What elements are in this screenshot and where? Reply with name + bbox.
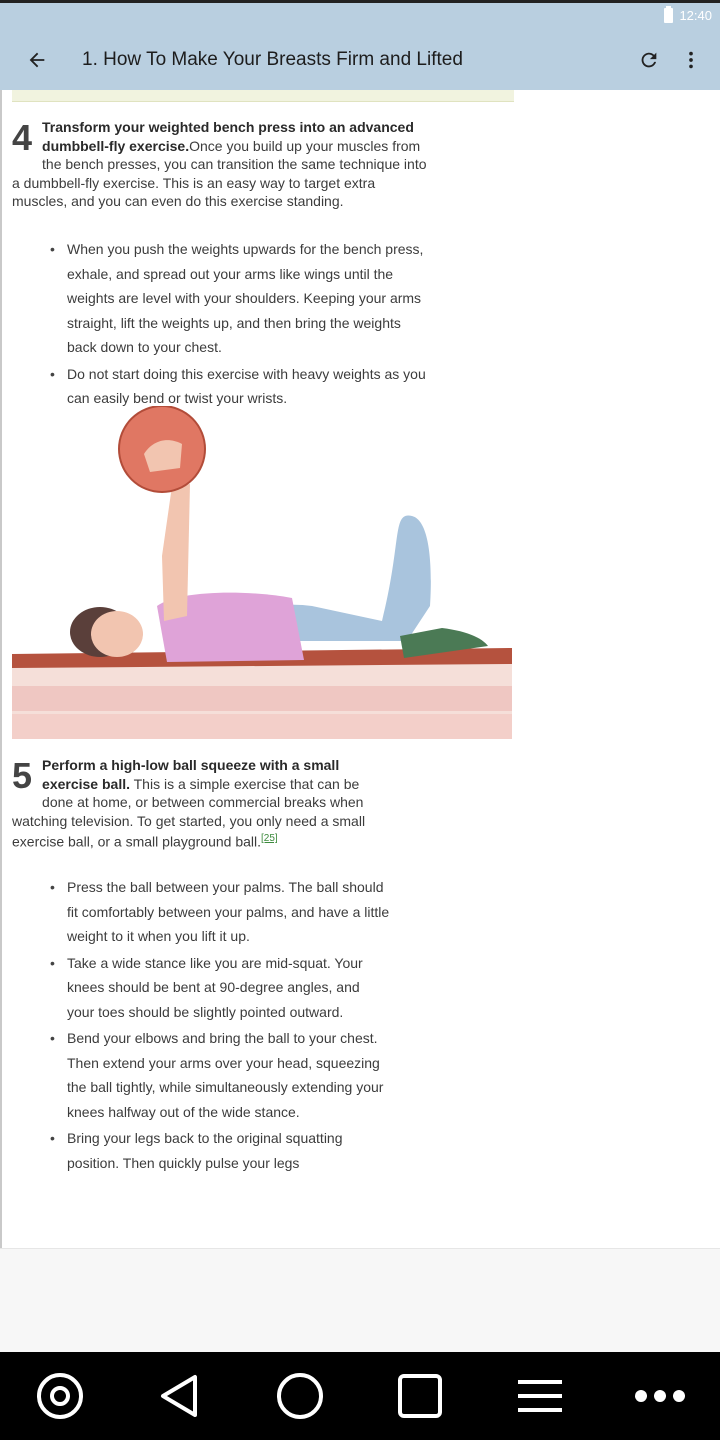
square-recents-icon [395,1371,445,1421]
previous-illustration [12,90,514,102]
overflow-menu-button[interactable] [670,30,712,90]
step-number: 4 [12,117,33,158]
list-item: • Press the ball between your palms. The ball should fit comfortably between your palms, and have a little weight to it when you lift it up. [50,875,390,949]
nav-back-button[interactable] [140,1352,220,1440]
list-item: • Do not start doing this exercise with heavy weights as you can easily bend or twist your wrists. [50,362,434,411]
step-title: Perform a high-low ball squeeze with a small exercise ball. [42,757,340,792]
reference-link[interactable]: [25] [261,833,278,844]
list-item: • Bring your legs back to the original squatting position. Then quickly pulse your legs [50,1126,390,1175]
more-vertical-icon [680,49,702,71]
step-5 [12,756,392,851]
blank-area [0,1248,720,1352]
step-title: Transform your weighted bench press into an advanced dumbbell-fly exercise. [42,119,414,154]
nav-menu-button[interactable] [500,1352,580,1440]
step-4-bullets [50,237,434,413]
article-content[interactable] [0,90,720,1248]
step-5-bullets [50,875,390,1177]
list-item: • Take a wide stance like you are mid-squat. Your knees should be bent at 90-degree angles, and your toes should be slightly pointed outward. [50,951,390,1025]
battery-icon [664,8,673,23]
step-4 [12,118,432,211]
exercise-illustration [12,406,512,739]
circle-home-icon [275,1371,325,1421]
arrow-left-icon [26,49,48,71]
refresh-icon [638,49,660,71]
target-icon [35,1371,85,1421]
refresh-button[interactable] [628,30,670,90]
page-title: 1. How To Make Your Breasts Firm and Lifted [82,49,463,70]
more-horizontal-icon [632,1371,688,1421]
status-time: 12:40 [679,8,712,23]
navigation-bar [0,1352,720,1440]
nav-more-button[interactable] [620,1352,700,1440]
app-bar [0,30,720,90]
list-item: • Bend your elbows and bring the ball to your chest. Then extend your arms over your head, squeezing the ball tightly, while simultaneously extending your knees halfway out of the wide stance. [50,1026,390,1124]
status-bar [0,0,720,30]
nav-home-button[interactable] [260,1352,340,1440]
menu-icon [515,1371,565,1421]
assistant-button[interactable] [20,1352,100,1440]
nav-recents-button[interactable] [380,1352,460,1440]
step-number: 5 [12,755,33,796]
triangle-back-icon [155,1371,205,1421]
step-description: Transform your weighted bench press into an advanced dumbbell-fly exercise.Once you build up your muscles from the bench presses, you can transition the same technique into a dumbbell-fly exercise. This is an easy way to target extra muscles, and you can even do this exercise standing. [12,119,427,209]
back-button[interactable] [0,30,74,90]
list-item: • When you push the weights upwards for the bench press, exhale, and spread out your arms like wings until the weights are level with your shoulders. Keeping your arms straight, lift the weights up, and then bring the weights back down to your chest. [50,237,434,360]
step-description: Perform a high-low ball squeeze with a small exercise ball. This is a simple exercise that can be done at home, or between commercial breaks when watching television. To get started, you only need a small exercise ball, or a small playground ball.[25] [12,757,366,850]
